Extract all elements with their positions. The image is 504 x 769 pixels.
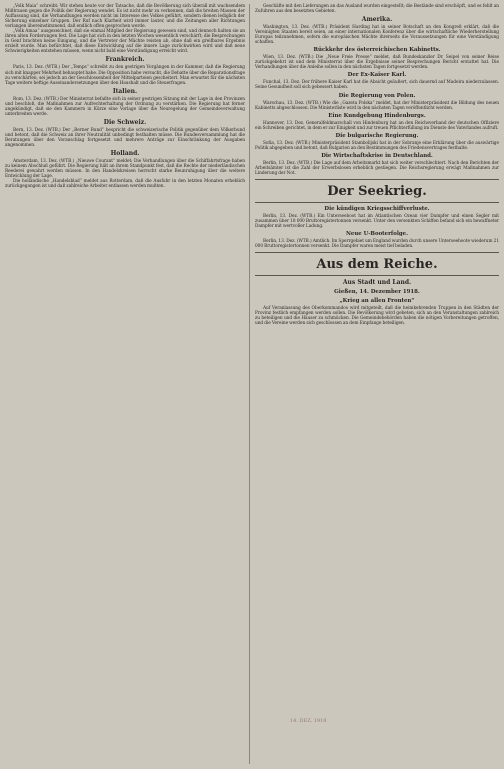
article-paragraph: Auf Veranlassung des Oberkommandos wird mitgeteilt, daß die heimkehrenden Truppen in den Städten der Provinz festlich empfangen werden sollen. Die Bevölkerung wird gebeten, sich an den Veranstaltungen zahlreich zu beteiligen und die Häuser zu schmücken. Die Gemeindebehörden haben die nötigen Vorbereitungen getroffen, und die Vereine werden sich geschlossen an dem Empfange beteiligen. [255,306,499,327]
section-heading: Die Schweiz. [103,118,147,126]
section-title: Aus dem Reiche. [316,257,438,273]
article-paragraph: Berlin, 13. Dez. (WTB.) Ein Unterseeboot hat im Atlantischen Ozean vier Dampfer und einen Segler mit zusammen über 18 000 Bruttoregistertonnen versenkt. Unter den versenkten Schiffen befand sich ein bewaffneter Dampfer mit wertvoller Ladung. [255,213,499,230]
date-stamp: 14. DEZ. 1918 [290,718,327,724]
article-paragraph: Sofia, 13. Dez. (WTB.) Ministerpräsident Stambolijski hat in der Sobranje eine Erklärung über die auswärtige Politik abgegeben und betont, daß Bulgarien an den Bestimmungen des Friedensvertrages festhalte. [255,140,499,151]
section-heading: Frankreich. [105,56,145,64]
section-heading: Rückkehr des österreichischen Kabinetts. [313,47,441,54]
article-paragraph: „Volk Maia“ schreibt: Wir stehen heute vor der Tatsache, daß die Bevölkerung sich überall mit wachsendem Mißtrauen gegen die Politik der Regierung wendet. Es ist nicht mehr zu verkennen, daß die breiten Massen der Auffassung sind, die Verhandlungen werden nicht im Interesse des Volkes geführt, sondern dienen lediglich der Sicherung einzelner Gruppen. Der Ruf nach Klarheit wird immer lauter, und die Zeitungen aller Richtungen verlangen übereinstimmend, daß endlich offen gesprochen werde. [5,4,245,30]
article-paragraph: Warschau, 13. Dez. (WTB.) Wie die „Gazeta Polska“ meldet, hat der Ministerpräsident die Bildung des neuen Kabinetts abgeschlossen. Die Ministerliste wird in den nächsten Tagen veröffentlicht werden. [255,100,499,111]
article-paragraph: Berlin, 13. Dez. (WTB.) Die Lage auf dem Arbeitsmarkt hat sich weiter verschlechtert. Nach den Berichten der Arbeitsämter ist die Zahl der Erwerbslosen erheblich gestiegen. Die Reichsregierung erwägt Maßnahmen zur Linderung der Not. [255,160,499,176]
dateline: Gießen, 14. Dezember 1918. [334,289,420,296]
reich-section [255,252,499,276]
article-paragraph: Funchal, 13. Dez. Der frühere Kaiser Karl hat die Absicht geäußert, sich dauernd auf Madeira niederzulassen. Seine Gesundheit soll sich gebessert haben. [255,80,499,91]
article-paragraph: Rom, 13. Dez. (WTB.) Der Ministerrat befaßte sich in seiner gestrigen Sitzung mit der Lage in den Provinzen und beschloß, die Maßnahmen zur Aufrechterhaltung der Ordnung zu verstärken. Die Regierung hat ferner angekündigt, daß sie den Kammern in Kürze eine Vorlage über die Neuregelung der Gemeindeverwaltung unterbreiten werde. [5,96,245,117]
article-paragraph: Die holländische „Handelsblad“ meldet aus Rotterdam, daß die Ausfuhr in den letzten Monaten erheblich zurückgegangen ist und daß zahlreiche Arbeiter entlassen werden mußten. [5,179,245,190]
section-title: Der Seekrieg. [327,183,427,199]
column-divider [249,4,250,764]
right-column [255,4,499,326]
article-paragraph: Geschäfte mit den Lieferungen an das Ausland wurden eingestellt; die Bestände sind erschöpft, und es fehlt an Zufuhren aus den besetzten Gebieten. [255,4,499,15]
section-heading: Amerika. [361,16,393,24]
section-heading: Die bulgarische Regierung. [335,132,419,139]
article-paragraph: Bern, 13. Dez. (WTB.) Der „Berner Bund“ bespricht die schweizerische Politik gegenüber dem Völkerbund und betont, daß die Schweiz an ihrer Neutralität unbedingt festhalten müsse. Die Bundesversammlung hat die Beratungen über den Voranschlag fortgesetzt und mehrere Anträge zur Einschränkung der Ausgaben angenommen. [5,127,245,148]
article-paragraph: Paris, 13. Dez. (WTB.) Der „Temps“ schreibt zu den gestrigen Vorgängen in der Kammer, daß die Regierung sich mit knapper Mehrheit behauptet habe. Die Opposition habe versucht, die Debatte über die Reparationsfrage zu verschärfen, sei jedoch an der Geschlossenheit der Mittelparteien gescheitert. Man erwartet für die nächsten Tage weitere heftige Auseinandersetzungen über den Haushalt und die Steuerfragen. [5,65,245,86]
left-column [5,4,245,189]
section-heading: Holland. [110,150,140,158]
article-paragraph: Wien, 13. Dez. (WTB.) Die „Neue Freie Presse“ meldet, daß Bundeskanzler Dr. Seipel von seiner Reise zurückgekehrt ist und dem Ministerrat über die Ergebnisse seiner Besprechungen Bericht erstattet hat. Die Verhandlungen über die Anleihe sollen in den nächsten Tagen fortgesetzt werden. [255,55,499,71]
article-paragraph: Hannover, 13. Dez. Generalfeldmarschall von Hindenburg hat an den Reichsverband der deutschen Offiziere ein Schreiben gerichtet, in dem er zur Einigkeit und zur treuen Pflichterfüllung im Dienste des Vaterlandes aufruft. [255,120,499,131]
section-heading: Aus Stadt und Land. [342,279,412,287]
article-paragraph: Amsterdam, 13. Dez. (WTB.) „Nieuwe Courant“ meldet: Die Verhandlungen über die Schiffahrtsfrage haben zu keinem Abschluß geführt. Die Regierung hält an ihrem Standpunkt fest, daß die Rechte der niederländischen Reederei gewahrt werden müssen. In den Handelskreisen herrscht starke Beunruhigung über die weitere Entwicklung der Lage. [5,159,245,180]
article-paragraph: „Volk Amaa“ ausgezeichnet, daß sie einmal Mitglied der Regierung gewesen sind, und dennoch halten sie an ihren alten Forderungen fest. Die Lage hat sich in den letzten Wochen wesentlich verschärft; die Besprechungen in Genf brachten keine Einigung, und die Vertreter der Mächte reisten ab, ohne daß ein greifbares Ergebnis erzielt wurde. Man befürchtet, daß diese Entwicklung auf die innere Lage zurückwirken wird und daß neue Schwierigkeiten entstehen müssen, wenn nicht bald eine Verständigung erreicht wird. [5,29,245,55]
section-heading: Italien. [112,87,138,95]
section-heading: Die kündigen Kriegsschiffverluste. [324,205,430,212]
section-heading: Die Wirtschaftskrise in Deutschland. [321,152,433,159]
section-heading: Die Regierung von Polen. [338,92,416,99]
article-paragraph: Washington, 13. Dez. (WTB.) Präsident Harding hat in seiner Botschaft an den Kongreß erklärt, daß die Vereinigten Staaten bereit seien, an einer internationalen Konferenz über die wirtschaftliche Wiederherstellung Europas teilzunehmen, sofern die europäischen Mächte ihrerseits die Voraussetzungen für eine Verständigung schaffen. [255,25,499,46]
seekrieg-section [255,179,499,203]
section-heading: Neue U-Booterfolge. [346,231,408,238]
article-paragraph: Berlin, 13. Dez. (WTB.) Amtlich. Im Sperrgebiet um England wurden durch unsere Unterseeboote wiederum 21 000 Bruttoregistertonnen versenkt. Die Dampfer waren meist tief beladen. [255,239,499,250]
section-heading: Der Ex-Kaiser Karl. [347,72,407,79]
section-heading: Eine Kundgebung Hindenburgs. [328,112,426,119]
article-heading: „Krieg an allen Fronten“ [339,298,415,305]
